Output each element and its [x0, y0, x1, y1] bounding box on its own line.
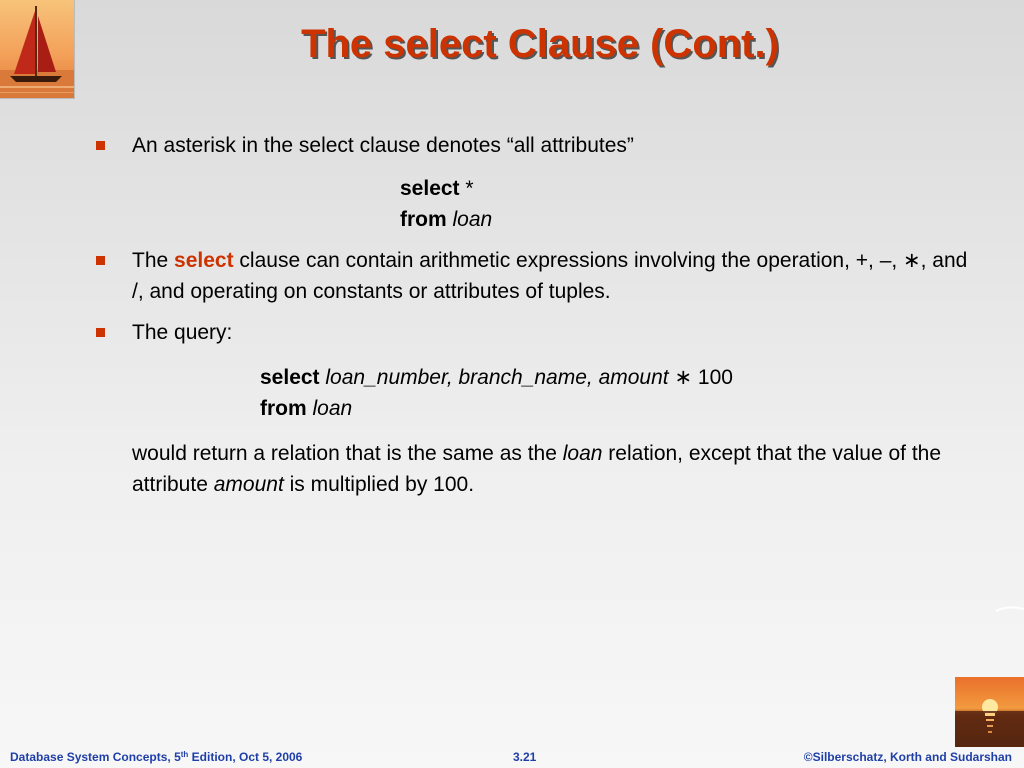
select-operation: ∗ 100 — [674, 366, 733, 389]
slide-number: 3.21 — [513, 750, 537, 764]
query-example-2 — [260, 362, 976, 424]
footer-book-title: Database System Concepts, 5 — [10, 750, 181, 764]
footer-edition-suffix: th — [180, 750, 189, 759]
footer-copyright: ©Silberschatz, Korth and Sudarshan — [803, 750, 1012, 764]
select-keyword: select — [400, 177, 460, 200]
slide-footer — [0, 748, 1024, 768]
sunset-image-icon — [955, 677, 1024, 747]
explanation-attribute: amount — [213, 473, 284, 496]
from-relation: loan — [452, 208, 493, 231]
bullet-text-post: clause can contain arithmetic expressions involving the operation, +, –, ∗, and /, and operating on constants or attributes of tuples. — [132, 249, 968, 303]
slide-content — [96, 130, 976, 500]
explanation-part-1: would return a relation that is the same as the — [132, 442, 557, 465]
bullet-item-1 — [96, 130, 976, 161]
explanation-part-2: relation, except that the value of the attribute — [132, 442, 942, 496]
from-relation: loan — [312, 397, 353, 420]
square-bullet-icon — [96, 141, 105, 150]
from-keyword: from — [260, 397, 307, 420]
bullet-item-2 — [96, 245, 976, 307]
bullet-item-3 — [96, 317, 976, 348]
bullet-text-pre: The — [132, 249, 169, 272]
query-from-line — [260, 393, 976, 424]
select-attributes: loan_number, branch_name, amount — [325, 366, 669, 389]
explanation-part-3: is multiplied by 100. — [289, 473, 475, 496]
query-select-line — [400, 173, 976, 204]
footer-book-info — [10, 750, 302, 764]
square-bullet-icon — [96, 256, 105, 265]
square-bullet-icon — [96, 328, 105, 337]
bullet-text: The query: — [132, 321, 233, 344]
query-select-line — [260, 362, 976, 393]
explanation-relation: loan — [562, 442, 603, 465]
select-keyword-highlight: select — [174, 249, 234, 272]
bullet-text: An asterisk in the select clause denotes “all attributes” — [132, 134, 634, 157]
query-example-1 — [400, 173, 976, 235]
wave-decoration-icon — [994, 603, 1024, 615]
slide-title: The select Clause (Cont.) — [301, 22, 779, 66]
select-target: * — [465, 177, 474, 200]
query-from-line — [400, 204, 976, 235]
from-keyword: from — [400, 208, 447, 231]
footer-edition-date: Edition, Oct 5, 2006 — [191, 750, 303, 764]
explanation-paragraph — [132, 438, 976, 500]
select-keyword: select — [260, 366, 320, 389]
